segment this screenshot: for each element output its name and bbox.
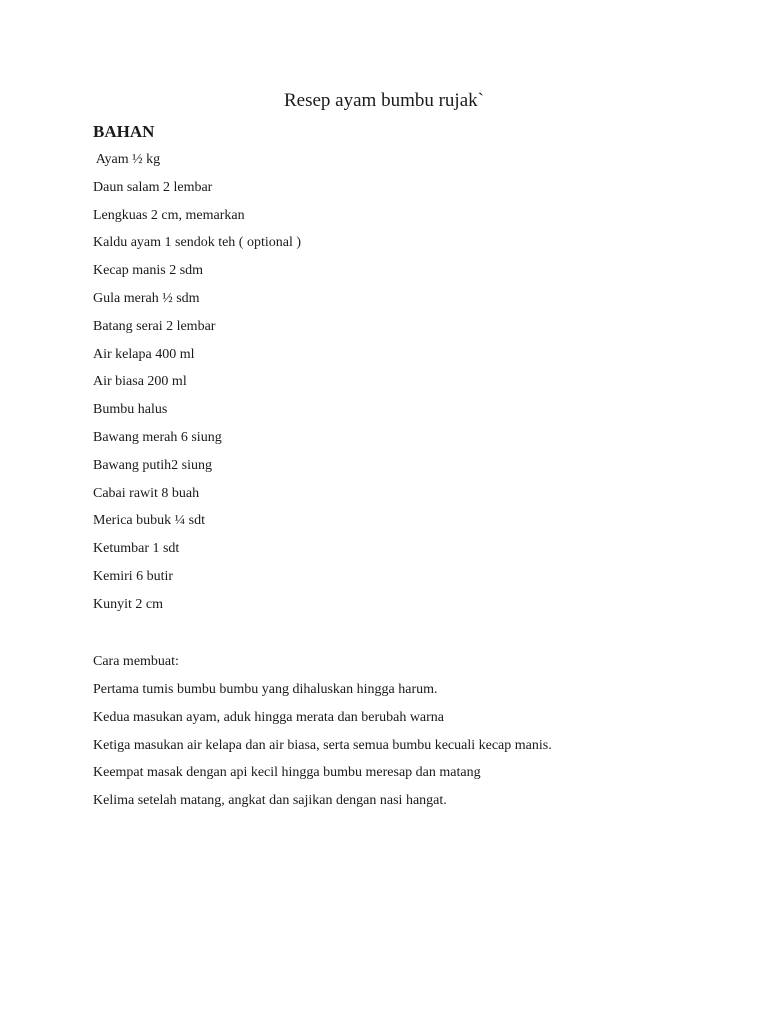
ingredient-item: Ayam ½ kg: [93, 152, 161, 167]
ingredient-item: Air biasa 200 ml: [93, 374, 187, 390]
document-title: Resep ayam bumbu rujak`: [284, 90, 484, 111]
ingredients-heading: BAHAN: [93, 122, 155, 141]
ingredient-item: Air kelapa 400 ml: [93, 346, 195, 362]
ingredients-list: [93, 150, 301, 623]
step-item: Ketiga masukan air kelapa dan air biasa, serta semua bumbu kecuali kecap manis.: [93, 737, 552, 753]
ingredient-item: Ketumbar 1 sdt: [93, 541, 180, 557]
ingredient-item: Batang serai 2 lembar: [93, 318, 216, 334]
ingredient-item: Bawang putih2 siung: [93, 457, 212, 473]
ingredient-item: Kaldu ayam 1 sendok teh ( optional ): [93, 235, 302, 251]
method-heading: Cara membuat:: [93, 654, 179, 669]
ingredient-item: Kemiri 6 butir: [93, 568, 174, 584]
ingredient-item: Lengkuas 2 cm, memarkan: [93, 207, 245, 223]
ingredient-item: Merica bubuk ¼ sdt: [93, 513, 205, 529]
steps-list: [93, 680, 552, 819]
ingredient-item: Kunyit 2 cm: [93, 596, 163, 612]
ingredient-item: Bumbu halus: [93, 402, 168, 418]
step-item: Kedua masukan ayam, aduk hingga merata dan berubah warna: [93, 709, 445, 725]
ingredient-item: Kecap manis 2 sdm: [93, 263, 204, 279]
step-item: Kelima setelah matang, angkat dan sajikan dengan nasi hangat.: [93, 793, 447, 809]
ingredient-item: Bawang merah 6 siung: [93, 429, 222, 445]
ingredient-item: Daun salam 2 lembar: [93, 179, 213, 195]
step-item: Pertama tumis bumbu bumbu yang dihaluskan hingga harum.: [93, 682, 438, 697]
ingredient-item: Gula merah ½ sdm: [93, 290, 200, 306]
ingredient-item: Cabai rawit 8 buah: [93, 485, 200, 501]
step-item: Keempat masak dengan api kecil hingga bumbu meresap dan matang: [93, 765, 481, 781]
